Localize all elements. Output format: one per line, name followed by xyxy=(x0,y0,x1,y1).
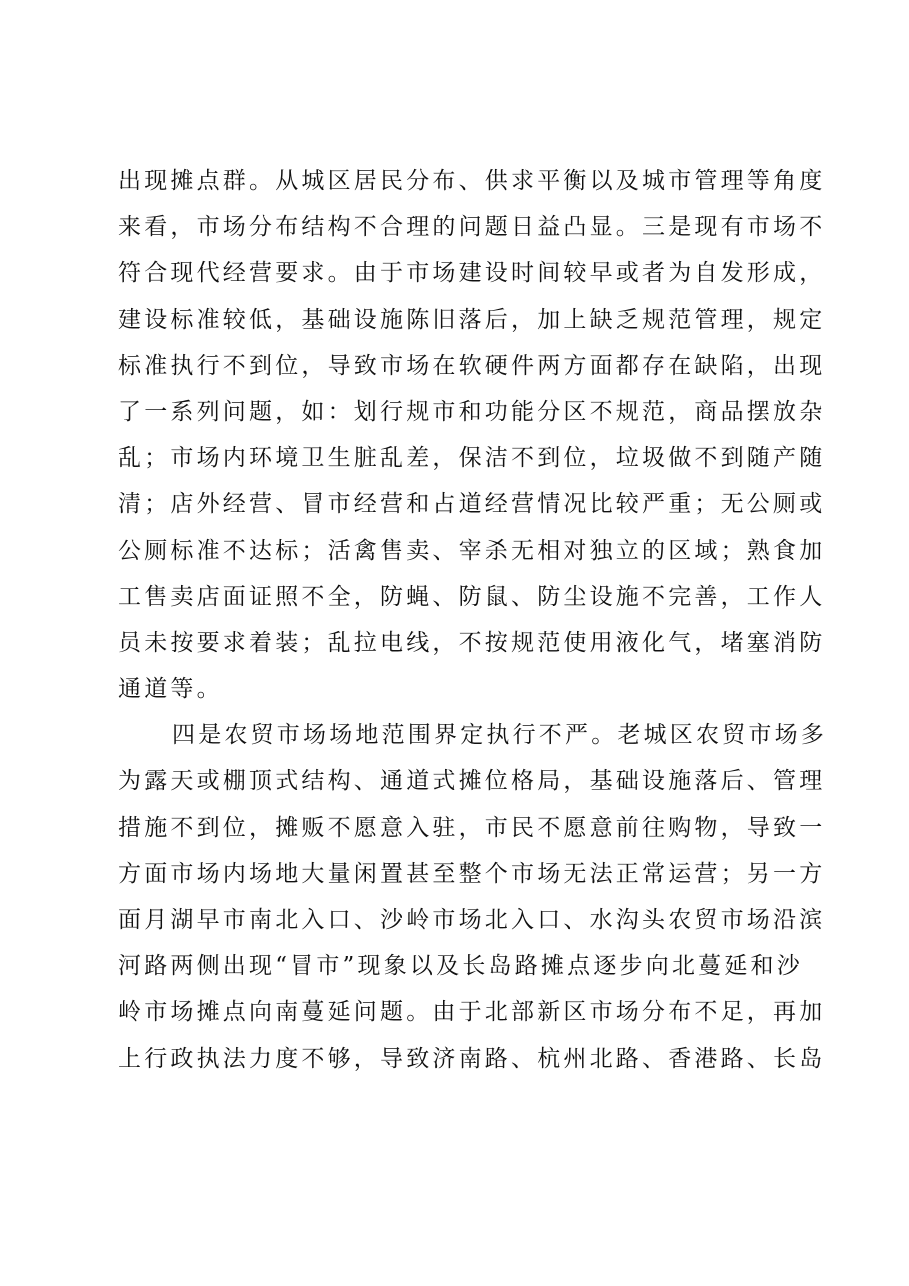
text-line: 措施不到位，摊贩不愿意入驻，市民不愿意前往购物，导致一 xyxy=(118,814,826,841)
paragraph-2 xyxy=(118,712,827,1082)
text-line: 符合现代经营要求。由于市场建设时间较早或者为自发形成， xyxy=(118,260,826,287)
text-line: 员未按要求着装；乱拉电线，不按规范使用液化气，堵塞消防 xyxy=(118,629,826,656)
text-line: 来看，市场分布结构不合理的问题日益凸显。三是现有市场不 xyxy=(118,214,826,241)
text-line: 工售卖店面证照不全，防蝇、防鼠、防尘设施不完善，工作人 xyxy=(118,583,826,610)
text-line: 方面市场内场地大量闲置甚至整个市场无法正常运营；另一方 xyxy=(118,860,826,887)
text-line: 通道等。 xyxy=(118,676,223,703)
text-line: 面月湖早市南北入口、沙岭市场北入口、水沟头农贸市场沿滨 xyxy=(118,907,826,933)
text-line: 了一系列问题，如：划行规市和功能分区不规范，商品摆放杂 xyxy=(118,398,826,425)
text-line: 为露天或棚顶式结构、通道式摊位格局，基础设施落后、管理 xyxy=(118,768,826,795)
paragraph-1 xyxy=(118,158,826,712)
text-line: 建设标准较低，基础设施陈旧落后，加上缺乏规范管理，规定 xyxy=(118,306,826,333)
body-text xyxy=(118,158,827,1082)
text-line: 出现摊点群。从城区居民分布、供求平衡以及城市管理等角度 xyxy=(118,168,826,194)
text-line: 标准执行不到位，导致市场在软硬件两方面都存在缺陷，出现 xyxy=(118,352,826,379)
text-line: 清；店外经营、冒市经营和占道经营情况比较严重；无公厕或 xyxy=(118,491,826,518)
text-line: 河路两侧出现“冒市”现象以及长岛路摊点逐步向北蔓延和沙 xyxy=(118,953,803,980)
text-line: 乱；市场内环境卫生脏乱差，保洁不到位，垃圾做不到随产随 xyxy=(118,445,826,472)
text-line: 四是农贸市场场地范围界定执行不严。老城区农贸市场多 xyxy=(172,722,827,749)
text-line: 岭市场摊点向南蔓延问题。由于北部新区市场分布不足，再加 xyxy=(118,999,826,1026)
text-line: 公厕标准不达标；活禽售卖、宰杀无相对独立的区域；熟食加 xyxy=(118,537,826,564)
text-line: 上行政执法力度不够，导致济南路、杭州北路、香港路、长岛 xyxy=(118,1045,826,1072)
